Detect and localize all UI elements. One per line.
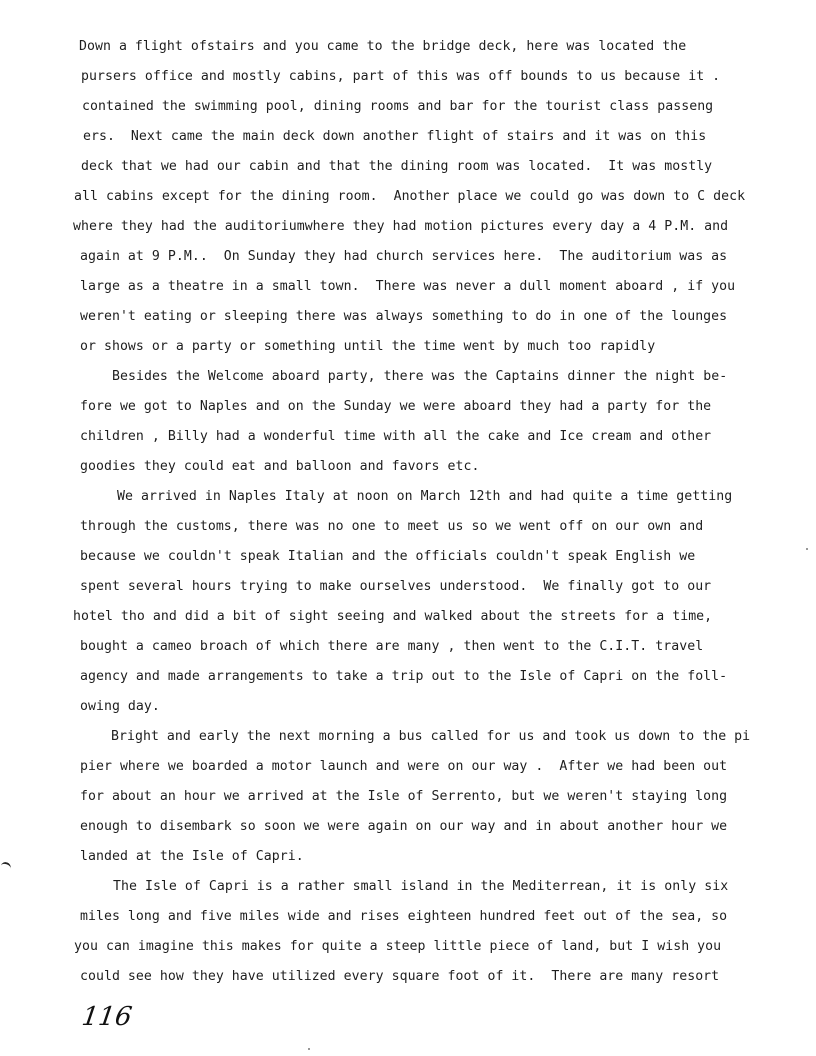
text-line-26: for about an hour we arrived at the Isle of Serrento, but we weren't staying long: [80, 789, 728, 804]
page-edge-mark: [0, 861, 12, 877]
text-line-11: or shows or a party or something until the time went by much too rapidly: [80, 339, 656, 354]
text-line-13: fore we got to Naples and on the Sunday we were aboard they had a party for the: [80, 399, 712, 414]
scan-speck: [308, 1048, 310, 1050]
text-line-3: contained the swimming pool, dining rooms and bar for the tourist class passeng: [82, 99, 714, 114]
text-line-16: We arrived in Naples Italy at noon on March 12th and had quite a time getting: [117, 489, 733, 504]
text-line-12: Besides the Welcome aboard party, there was the Captains dinner the night be-: [112, 369, 728, 384]
text-line-5: deck that we had our cabin and that the dining room was located. It was mostly: [81, 159, 713, 174]
text-line-1: Down a flight ofstairs and you came to the bridge deck, here was located the: [79, 39, 687, 54]
text-line-22: agency and made arrangements to take a trip out to the Isle of Capri on the foll-: [80, 669, 728, 684]
text-line-21: bought a cameo broach of which there are many , then went to the C.I.T. travel: [80, 639, 704, 654]
text-line-25: pier where we boarded a motor launch and were on our way . After we had been out: [80, 759, 728, 774]
text-line-6: all cabins except for the dining room. Another place we could go was down to C deck: [74, 189, 746, 204]
text-line-29: The Isle of Capri is a rather small island in the Mediterrean, it is only six: [113, 879, 729, 894]
text-line-23: owing day.: [80, 699, 160, 714]
text-line-8: again at 9 P.M.. On Sunday they had church services here. The auditorium was as: [80, 249, 728, 264]
text-line-30: miles long and five miles wide and rises eighteen hundred feet out of the sea, so: [80, 909, 728, 924]
text-line-2: pursers office and mostly cabins, part of this was off bounds to us because it .: [81, 69, 721, 84]
text-line-15: goodies they could eat and balloon and favors etc.: [80, 459, 480, 474]
text-line-4: ers. Next came the main deck down another flight of stairs and it was on this: [83, 129, 707, 144]
text-line-10: weren't eating or sleeping there was always something to do in one of the lounges: [80, 309, 728, 324]
text-line-7: where they had the auditoriumwhere they had motion pictures every day a 4 P.M. and: [73, 219, 729, 234]
text-line-27: enough to disembark so soon we were again on our way and in about another hour we: [80, 819, 728, 834]
text-line-24: Bright and early the next morning a bus called for us and took us down to the pi: [111, 729, 751, 744]
text-line-17: through the customs, there was no one to meet us so we went off on our own and: [80, 519, 704, 534]
text-line-19: spent several hours trying to make ourselves understood. We finally got to our: [80, 579, 712, 594]
handwritten-page-number: 116: [79, 1002, 134, 1032]
text-line-14: children , Billy had a wonderful time with all the cake and Ice cream and other: [80, 429, 712, 444]
text-line-9: large as a theatre in a small town. There was never a dull moment aboard , if you: [80, 279, 736, 294]
text-line-31: you can imagine this makes for quite a steep little piece of land, but I wish you: [74, 939, 722, 954]
text-line-20: hotel tho and did a bit of sight seeing and walked about the streets for a time,: [73, 609, 713, 624]
scan-speck: [806, 548, 808, 550]
text-line-32: could see how they have utilized every square foot of it. There are many resort: [80, 969, 720, 984]
text-line-18: because we couldn't speak Italian and the officials couldn't speak English we: [80, 549, 696, 564]
text-line-28: landed at the Isle of Capri.: [80, 849, 304, 864]
